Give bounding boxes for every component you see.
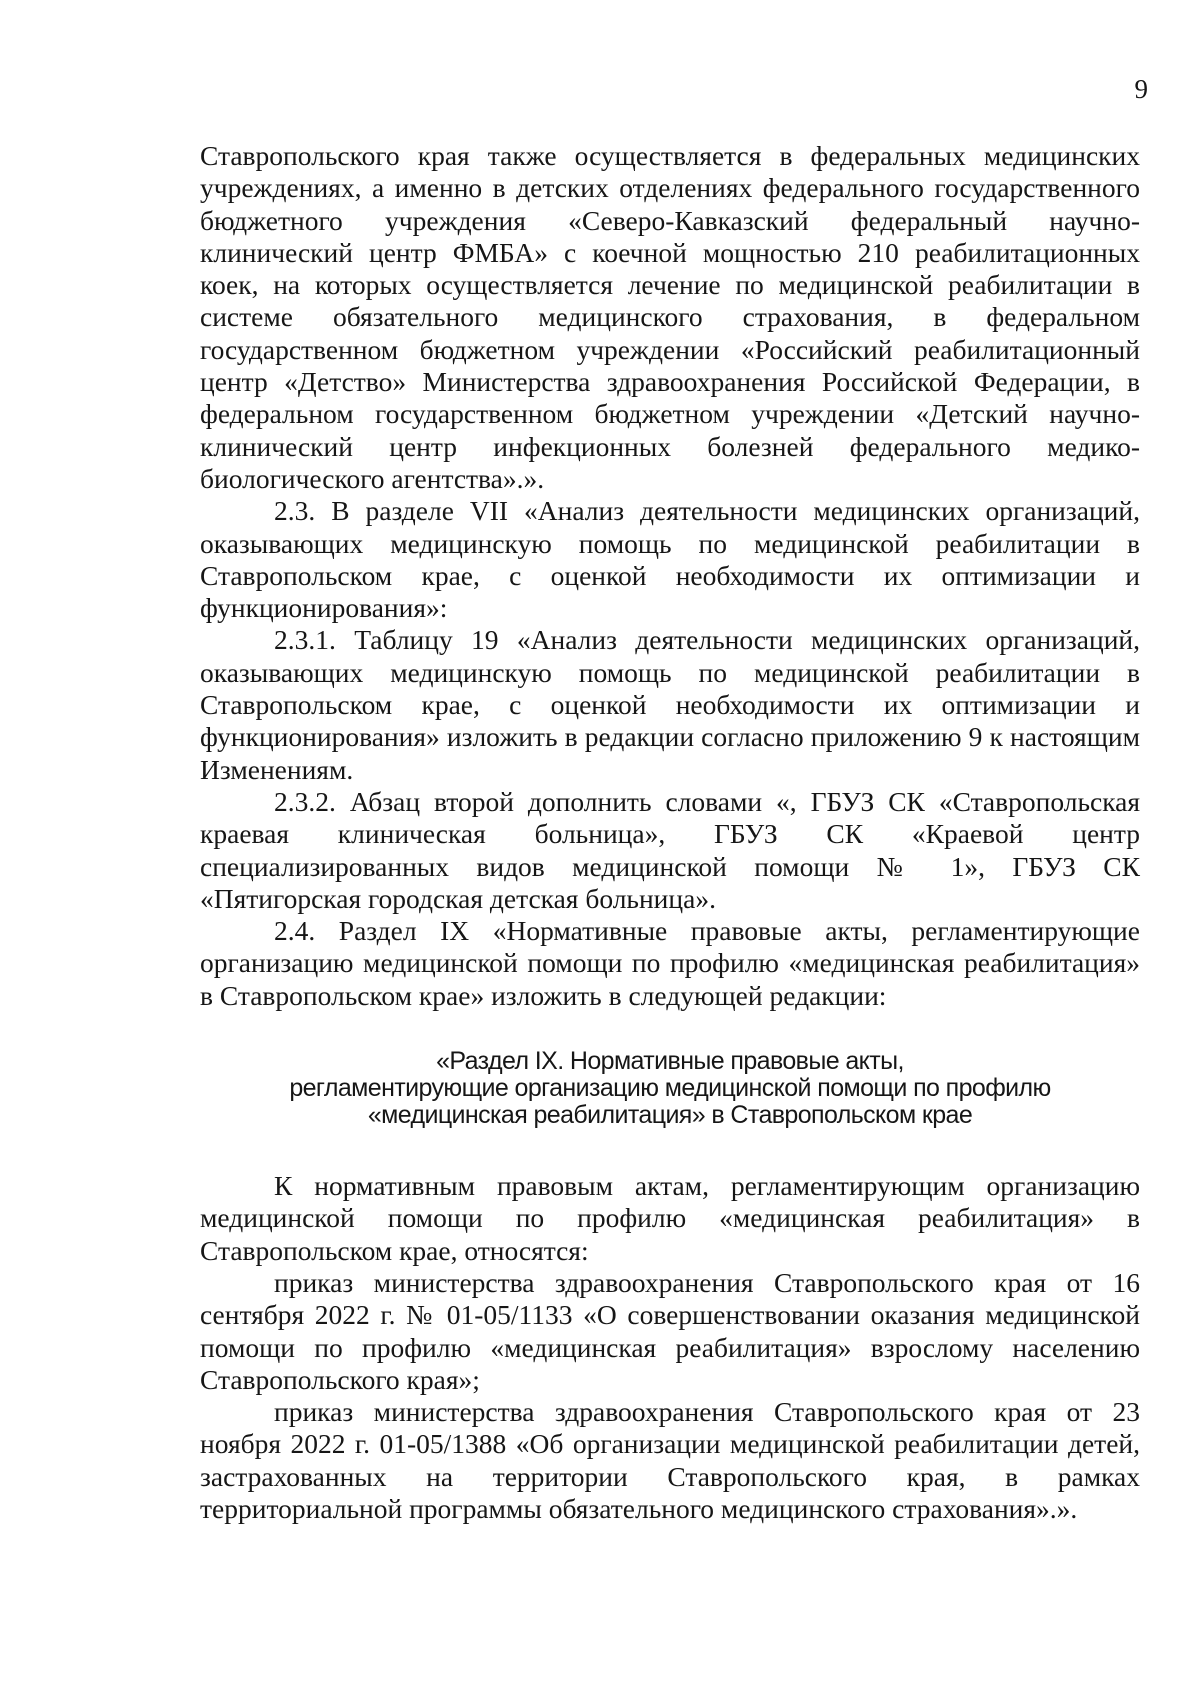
paragraph-2-3-1: 2.3.1. Таблицу 19 «Анализ деятельности медицинских организаций, оказывающих медицинскую помощь по медицинской реабилитации в Ставропольском крае, с оценкой необходимости их оптимизации и функционирования» изложить в редакции согласно приложению 9 к настоящим Изменениям. — [200, 624, 1140, 785]
section-heading-line-1: «Раздел IX. Нормативные правовые акты, — [436, 1047, 904, 1076]
order-item-1: приказ министерства здравоохранения Ставропольского края от 16 сентября 2022 г. № 01-05/1133 «О совершенствовании оказания медицинской помощи по профилю «медицинская реабилитация» взрослому населению Ставропольского края»; — [200, 1266, 1140, 1395]
section-heading-line-3: «медицинская реабилитация» в Ставропольском крае — [367, 1101, 973, 1130]
order-item-2: приказ министерства здравоохранения Ставропольского края от 23 ноября 2022 г. 01-05/1388 «Об организации медицинской реабилитации детей, застрахованных на территории Ставропольского края, в рамках территориальной программы обязательного медицинского страхования».». — [200, 1396, 1140, 1524]
paragraph-2-4: 2.4. Раздел IX «Нормативные правовые акты, регламентирующие организацию медицинской помощи по профилю «медицинская реабилитация» в Ставропольском крае» изложить в следующей редакции: — [200, 915, 1140, 1011]
section-heading-line-2: регламентирующие организацию медицинской помощи по профилю — [289, 1074, 1051, 1103]
paragraph-2-3-2: 2.3.2. Абзац второй дополнить словами «, ГБУЗ СК «Ставропольская краевая клиническая больница», ГБУЗ СК «Краевой центр специализированных видов медицинской помощи № 1», ГБУЗ СК «Пятигорская городская детская больница». — [200, 785, 1140, 914]
paragraph-2-3: 2.3. В разделе VII «Анализ деятельности медицинских организаций, оказывающих медицинскую помощь по медицинской реабилитации в Ставропольском крае, с оценкой необходимости их оптимизации и функционирования»: — [200, 495, 1140, 624]
section-intro-paragraph: К нормативным правовым актам, регламентирующим организацию медицинской помощи по профилю «медицинская реабилитация» в Ставропольском крае, относятся: — [200, 1170, 1140, 1266]
page-number: 9 — [1134, 74, 1148, 104]
paragraph-continuation: Ставропольского края также осуществляется в федеральных медицинских учреждениях, а именно в детских отделениях федерального государственного бюджетного учреждения «Северо-Кавказский федеральный научно-клинический центр ФМБА» с коечной мощностью 210 реабилитационных коек, на которых осуществляется лечение по медицинской реабилитации в системе обязательного медицинского страхования, в федеральном государственном бюджетном учреждении «Российский реабилитационный центр «Детство» Министерства здравоохранения Российской Федерации, в федеральном государственном бюджетном учреждении «Детский научно-клинический центр инфекционных болезней федерального медико-биологического агентства».». — [200, 140, 1140, 494]
section-heading — [200, 1048, 1140, 1129]
document-body — [200, 140, 1140, 1525]
